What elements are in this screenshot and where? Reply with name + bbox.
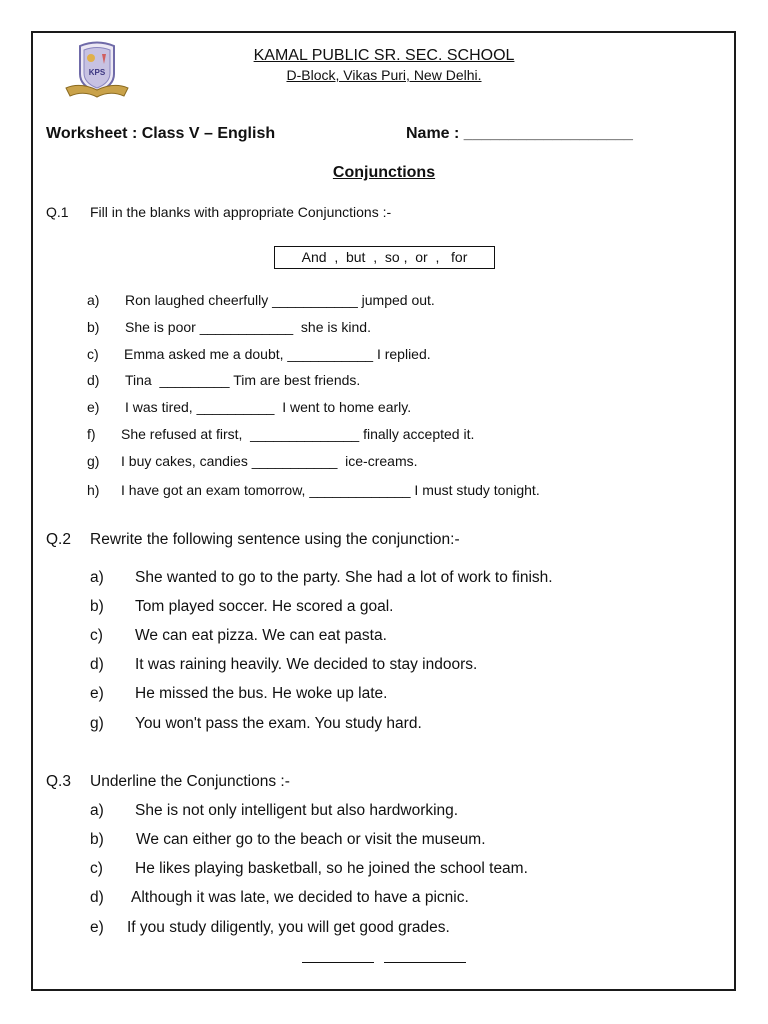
q2-item-text: It was raining heavily. We decided to stay indoors.	[135, 656, 478, 673]
q1-item-text: I have got an exam tomorrow, _____________ I must study tonight.	[121, 482, 540, 498]
q3-number: Q.3	[46, 773, 71, 790]
topic-heading: Conjunctions	[332, 164, 436, 181]
q2-item-text: She wanted to go to the party. She had a lot of work to finish.	[135, 569, 553, 586]
q1-instruction: Fill in the blanks with appropriate Conjunctions :-	[90, 204, 392, 220]
q1-item-label: b)	[87, 319, 100, 335]
q2-item-text: We can eat pizza. We can eat pasta.	[135, 627, 387, 644]
q1-item-text: She is poor ____________ she is kind.	[125, 319, 371, 335]
q3-item-text: Although it was late, we decided to have a picnic.	[131, 889, 469, 906]
q3-item-text: She is not only intelligent but also hardworking.	[135, 802, 459, 819]
q2-item-text: Tom played soccer. He scored a goal.	[135, 598, 394, 615]
school-address-text: D-Block, Vikas Puri, New Delhi.	[286, 67, 482, 83]
q1-item-label: c)	[87, 346, 99, 362]
q3-item-text: We can either go to the beach or visit the museum.	[136, 831, 486, 848]
word-box-text: And , but , so , or , for	[301, 249, 468, 265]
q1-item-text: Tina _________ Tim are best friends.	[125, 372, 361, 388]
q1-item-label: f)	[87, 426, 96, 442]
q1-item-label: e)	[87, 399, 100, 415]
logo-text: KPS	[88, 68, 106, 77]
conjunction-word-box	[274, 246, 495, 269]
q3-instruction: Underline the Conjunctions :-	[90, 773, 290, 790]
q2-item-label: g)	[90, 715, 104, 732]
q1-item-label: d)	[87, 372, 100, 388]
q1-item-text: Ron laughed cheerfully ___________ jumped out.	[125, 292, 435, 308]
worksheet-title: Worksheet : Class V – English	[46, 125, 276, 142]
q3-item-label: c)	[90, 860, 103, 877]
q1-item-text: I buy cakes, candies ___________ ice-creams.	[121, 453, 418, 469]
q2-item-label: c)	[90, 627, 103, 644]
q1-item-label: a)	[87, 292, 100, 308]
q1-item-label: g)	[87, 453, 100, 469]
q3-item-label: e)	[90, 919, 104, 936]
q3-item-label: b)	[90, 831, 104, 848]
q2-number: Q.2	[46, 531, 71, 548]
q2-item-label: a)	[90, 569, 104, 586]
q2-item-label: b)	[90, 598, 104, 615]
end-divider-right	[384, 962, 466, 963]
q2-item-text: You won't pass the exam. You study hard.	[135, 715, 422, 732]
q3-item-text: If you study diligently, you will get good grades.	[127, 919, 450, 936]
q3-item-label: d)	[90, 889, 104, 906]
q1-item-label: h)	[87, 482, 100, 498]
name-field-label: Name : ___________________	[406, 125, 633, 142]
q2-item-label: d)	[90, 656, 104, 673]
q2-item-text: He missed the bus. He woke up late.	[135, 685, 388, 702]
q3-item-text: He likes playing basketball, so he joined the school team.	[135, 860, 528, 877]
end-divider-left	[302, 962, 374, 963]
school-address	[0, 67, 768, 83]
q1-item-text: I was tired, __________ I went to home early.	[125, 399, 412, 415]
q3-item-label: a)	[90, 802, 104, 819]
q2-item-label: e)	[90, 685, 104, 702]
q1-item-text: Emma asked me a doubt, ___________ I replied.	[124, 346, 431, 362]
school-name-text: KAMAL PUBLIC SR. SEC. SCHOOL	[253, 47, 515, 64]
q1-item-text: She refused at first, ______________ finally accepted it.	[121, 426, 475, 442]
school-name	[0, 47, 768, 65]
q1-number: Q.1	[46, 204, 69, 220]
q2-instruction: Rewrite the following sentence using the conjunction:-	[90, 531, 460, 548]
